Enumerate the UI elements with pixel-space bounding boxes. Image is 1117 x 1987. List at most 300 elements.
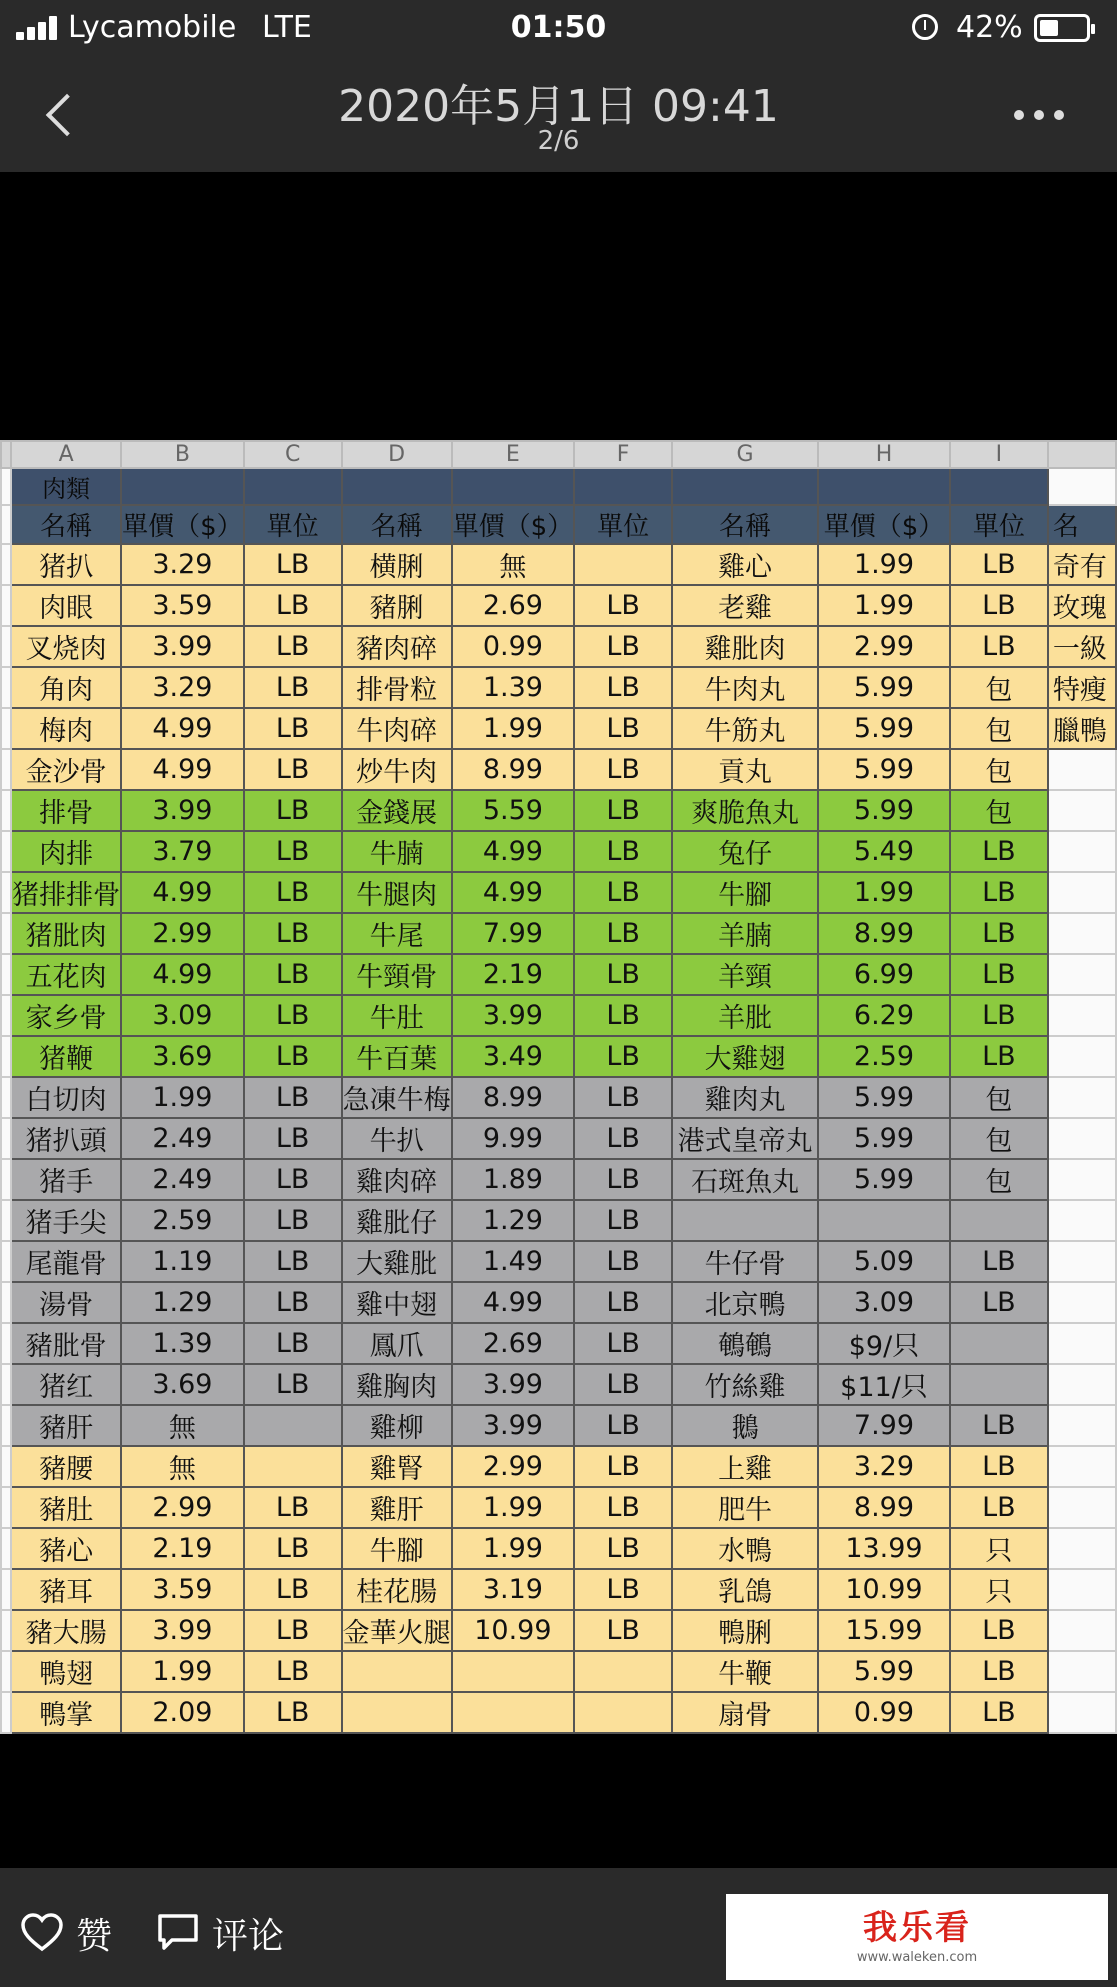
- page-indicator: 2/6: [537, 126, 580, 156]
- table-cell: 5.99: [818, 708, 950, 749]
- table-cell: 雞胸肉: [342, 1364, 452, 1405]
- table-cell: 13.99: [818, 1528, 950, 1569]
- table-cell: LB: [574, 1159, 672, 1200]
- table-cell: LB: [244, 831, 342, 872]
- table-cell: 牛仔骨: [672, 1241, 818, 1282]
- table-cell: $11/只: [818, 1364, 950, 1405]
- table-cell: 1.39: [452, 667, 575, 708]
- table-cell: 6.99: [818, 954, 950, 995]
- table-cell: 豬脷: [342, 585, 452, 626]
- table-cell: 6.29: [818, 995, 950, 1036]
- table-cell: 7.99: [818, 1405, 950, 1446]
- table-cell: [1048, 954, 1116, 995]
- table-cell: 金華火腿: [342, 1610, 452, 1651]
- table-row: [1, 1282, 1116, 1323]
- table-cell: 牛百葉: [342, 1036, 452, 1077]
- table-cell: 1.39: [121, 1323, 244, 1364]
- table-cell: 1.99: [818, 872, 950, 913]
- table-cell: 2.59: [818, 1036, 950, 1077]
- table-cell: 2.99: [121, 913, 244, 954]
- row-gutter: [1, 790, 11, 831]
- table-cell: 湯骨: [11, 1282, 121, 1323]
- table-row: [1, 995, 1116, 1036]
- table-cell: LB: [244, 1610, 342, 1651]
- table-cell: 1.29: [121, 1282, 244, 1323]
- table-cell: [1048, 1528, 1116, 1569]
- table-row: [1, 1241, 1116, 1282]
- table-cell: 包: [950, 1159, 1048, 1200]
- table-cell: [1048, 749, 1116, 790]
- price-table: [0, 440, 1117, 1734]
- watermark-text: 我乐看: [863, 1908, 971, 1948]
- table-cell: LB: [244, 749, 342, 790]
- table-cell: 老雞: [672, 585, 818, 626]
- table-cell: [1048, 831, 1116, 872]
- table-cell: 桂花腸: [342, 1569, 452, 1610]
- table-cell: 兔仔: [672, 831, 818, 872]
- table-cell: LB: [244, 995, 342, 1036]
- table-cell: [950, 1364, 1048, 1405]
- table-cell: LB: [574, 1036, 672, 1077]
- table-cell: LB: [950, 626, 1048, 667]
- table-cell: LB: [244, 1487, 342, 1528]
- table-cell: 1.99: [121, 1077, 244, 1118]
- table-cell: 2.69: [452, 1323, 575, 1364]
- table-cell: [1048, 1405, 1116, 1446]
- table-cell: 猪扒: [11, 544, 121, 585]
- table-cell: [1048, 1610, 1116, 1651]
- table-cell: 牛筋丸: [672, 708, 818, 749]
- table-cell: 上雞: [672, 1446, 818, 1487]
- table-row: [1, 1610, 1116, 1651]
- table-cell: 5.99: [818, 1651, 950, 1692]
- table-cell: 牛肉丸: [672, 667, 818, 708]
- row-gutter: [1, 1159, 11, 1200]
- table-row: [1, 1405, 1116, 1446]
- table-row: [1, 544, 1116, 585]
- table-row: [1, 667, 1116, 708]
- table-cell: [1048, 1241, 1116, 1282]
- table-cell: 猪鞭: [11, 1036, 121, 1077]
- table-cell: LB: [244, 1036, 342, 1077]
- row-gutter: [1, 1528, 11, 1569]
- table-cell: 北京鴨: [672, 1282, 818, 1323]
- table-cell: 豬肚: [11, 1487, 121, 1528]
- table-cell: LB: [950, 544, 1048, 585]
- row-gutter: [1, 831, 11, 872]
- table-cell: 梅肉: [11, 708, 121, 749]
- column-header: 單價（$）: [121, 505, 244, 544]
- table-cell: 3.99: [121, 626, 244, 667]
- alarm-icon: [912, 14, 938, 40]
- table-cell: LB: [574, 1323, 672, 1364]
- table-cell: 牛尾: [342, 913, 452, 954]
- table-cell: 豬心: [11, 1528, 121, 1569]
- table-cell: LB: [950, 585, 1048, 626]
- table-cell: 雞肉碎: [342, 1159, 452, 1200]
- table-cell: LB: [244, 585, 342, 626]
- table-row: [1, 831, 1116, 872]
- table-cell: [1048, 790, 1116, 831]
- table-row: [1, 872, 1116, 913]
- table-cell: 3.99: [121, 790, 244, 831]
- table-cell: 1.99: [452, 1528, 575, 1569]
- table-cell: 1.99: [818, 544, 950, 585]
- table-cell: 7.99: [452, 913, 575, 954]
- table-cell: 2.99: [452, 1446, 575, 1487]
- battery-percent: 42%: [956, 10, 1023, 45]
- table-cell: 5.99: [818, 1077, 950, 1118]
- column-letter: [1048, 441, 1116, 468]
- table-cell: [1048, 1077, 1116, 1118]
- table-cell: LB: [244, 1200, 342, 1241]
- table-cell: [574, 1692, 672, 1733]
- column-header: 名稱: [342, 505, 452, 544]
- table-cell: 包: [950, 790, 1048, 831]
- table-cell: 肉眼: [11, 585, 121, 626]
- table-cell: [1048, 913, 1116, 954]
- table-cell: 15.99: [818, 1610, 950, 1651]
- table-cell: 扇骨: [672, 1692, 818, 1733]
- column-letter: D: [342, 441, 452, 468]
- table-cell: 9.99: [452, 1118, 575, 1159]
- table-cell: 急凍牛梅: [342, 1077, 452, 1118]
- column-letter: C: [244, 441, 342, 468]
- table-cell: 牛扒: [342, 1118, 452, 1159]
- table-cell: 8.99: [818, 1487, 950, 1528]
- table-cell: 猪红: [11, 1364, 121, 1405]
- row-gutter: [1, 1118, 11, 1159]
- watermark-logo: [726, 1894, 1108, 1980]
- table-cell: [1048, 1159, 1116, 1200]
- row-gutter: [1, 749, 11, 790]
- table-cell: LB: [574, 1405, 672, 1446]
- table-cell: LB: [574, 626, 672, 667]
- header-row: [1, 505, 1116, 544]
- table-cell: LB: [950, 954, 1048, 995]
- table-cell: 3.69: [121, 1364, 244, 1405]
- table-cell: 五花肉: [11, 954, 121, 995]
- table-cell: 雞腎: [342, 1446, 452, 1487]
- table-cell: 4.99: [121, 954, 244, 995]
- table-cell: 大雞肶: [342, 1241, 452, 1282]
- table-cell: [950, 1323, 1048, 1364]
- column-header: 單價（$）: [452, 505, 575, 544]
- table-cell: 5.59: [452, 790, 575, 831]
- column-letter: F: [574, 441, 672, 468]
- row-gutter: [1, 544, 11, 585]
- table-cell: LB: [244, 1282, 342, 1323]
- table-cell: LB: [244, 1118, 342, 1159]
- table-cell: 排骨: [11, 790, 121, 831]
- table-cell: 猪手尖: [11, 1200, 121, 1241]
- table-cell: 包: [950, 1077, 1048, 1118]
- table-cell: 港式皇帝丸: [672, 1118, 818, 1159]
- table-cell: [342, 1692, 452, 1733]
- row-gutter: [1, 1282, 11, 1323]
- table-cell: 1.19: [121, 1241, 244, 1282]
- table-cell: 無: [121, 1405, 244, 1446]
- table-cell: 鵝: [672, 1405, 818, 1446]
- table-cell: LB: [574, 913, 672, 954]
- table-row: [1, 913, 1116, 954]
- table-cell: 鴨翅: [11, 1651, 121, 1692]
- table-cell: 鴨掌: [11, 1692, 121, 1733]
- table-cell: 豬肉碎: [342, 626, 452, 667]
- table-cell: 3.99: [452, 1405, 575, 1446]
- table-cell: LB: [244, 1323, 342, 1364]
- comment-label: 评论: [212, 1916, 285, 1957]
- table-cell: 猪手: [11, 1159, 121, 1200]
- table-cell: LB: [950, 1282, 1048, 1323]
- table-cell: 横脷: [342, 544, 452, 585]
- table-cell: 10.99: [818, 1569, 950, 1610]
- table-cell: 包: [950, 1118, 1048, 1159]
- table-cell: 4.99: [452, 872, 575, 913]
- table-cell: 2.09: [121, 1692, 244, 1733]
- table-cell: 無: [121, 1446, 244, 1487]
- watermark-url: www.waleken.com: [856, 1950, 978, 1965]
- table-cell: LB: [574, 1610, 672, 1651]
- table-cell: 4.99: [452, 1282, 575, 1323]
- table-cell: [574, 544, 672, 585]
- table-cell: 豬大腸: [11, 1610, 121, 1651]
- column-letter: H: [818, 441, 950, 468]
- table-cell: 尾龍骨: [11, 1241, 121, 1282]
- heart-icon: [20, 1912, 64, 1952]
- table-cell: 2.59: [121, 1200, 244, 1241]
- table-row: [1, 708, 1116, 749]
- table-cell: 雞心: [672, 544, 818, 585]
- table-row: [1, 749, 1116, 790]
- table-cell: LB: [244, 1528, 342, 1569]
- table-cell: LB: [574, 1446, 672, 1487]
- table-cell: 5.99: [818, 749, 950, 790]
- table-cell: LB: [950, 831, 1048, 872]
- table-row: [1, 1323, 1116, 1364]
- column-header: 單位: [950, 505, 1048, 544]
- row-gutter: [1, 1364, 11, 1405]
- table-cell: 0.99: [818, 1692, 950, 1733]
- table-cell: [1048, 1118, 1116, 1159]
- table-cell: 2.19: [452, 954, 575, 995]
- table-cell: [1048, 1651, 1116, 1692]
- table-cell: 3.59: [121, 585, 244, 626]
- row-gutter: [1, 954, 11, 995]
- table-row: [1, 1159, 1116, 1200]
- column-header: 名: [1048, 505, 1116, 544]
- table-cell: LB: [950, 1405, 1048, 1446]
- row-gutter: [1, 872, 11, 913]
- table-cell: 豬腰: [11, 1446, 121, 1487]
- column-header: 單位: [244, 505, 342, 544]
- table-cell: LB: [574, 1118, 672, 1159]
- table-cell: 臘鴨: [1048, 708, 1116, 749]
- table-row: [1, 1077, 1116, 1118]
- row-gutter: [1, 585, 11, 626]
- table-cell: 5.99: [818, 1118, 950, 1159]
- table-cell: LB: [574, 831, 672, 872]
- table-cell: [1048, 1692, 1116, 1733]
- table-cell: LB: [574, 749, 672, 790]
- table-cell: 8.99: [452, 1077, 575, 1118]
- table-cell: LB: [574, 1364, 672, 1405]
- table-cell: 雞肶肉: [672, 626, 818, 667]
- network-type: LTE: [262, 10, 312, 45]
- row-gutter: [1, 1610, 11, 1651]
- table-cell: 牛腿肉: [342, 872, 452, 913]
- row-gutter: [1, 1200, 11, 1241]
- more-options-icon[interactable]: [1010, 96, 1070, 132]
- table-cell: LB: [244, 626, 342, 667]
- table-cell: LB: [950, 872, 1048, 913]
- table-cell: 3.09: [121, 995, 244, 1036]
- table-cell: [1048, 1200, 1116, 1241]
- table-cell: 0.99: [452, 626, 575, 667]
- table-row: [1, 1528, 1116, 1569]
- table-cell: 牛腳: [342, 1528, 452, 1569]
- table-cell: 羊頸: [672, 954, 818, 995]
- table-cell: 2.99: [818, 626, 950, 667]
- table-cell: [452, 1692, 575, 1733]
- table-cell: [1048, 995, 1116, 1036]
- table-cell: 3.29: [121, 667, 244, 708]
- table-cell: 5.99: [818, 1159, 950, 1200]
- table-cell: LB: [950, 1651, 1048, 1692]
- table-cell: 8.99: [818, 913, 950, 954]
- table-cell: [1048, 1487, 1116, 1528]
- column-letter: A: [11, 441, 121, 468]
- table-cell: 大雞翅: [672, 1036, 818, 1077]
- row-gutter: [1, 1241, 11, 1282]
- table-cell: 1.29: [452, 1200, 575, 1241]
- top-bar: [0, 0, 1117, 172]
- table-cell: 白切肉: [11, 1077, 121, 1118]
- table-cell: 爽脆魚丸: [672, 790, 818, 831]
- table-row: [1, 626, 1116, 667]
- table-cell: 4.99: [121, 872, 244, 913]
- table-cell: [1048, 1282, 1116, 1323]
- table-row: [1, 1651, 1116, 1692]
- table-cell: 只: [950, 1569, 1048, 1610]
- row-gutter: [1, 626, 11, 667]
- table-cell: 豬肶骨: [11, 1323, 121, 1364]
- table-cell: 5.99: [818, 667, 950, 708]
- table-cell: 乳鴿: [672, 1569, 818, 1610]
- table-cell: [342, 1651, 452, 1692]
- table-cell: 包: [950, 749, 1048, 790]
- table-cell: LB: [574, 1282, 672, 1323]
- page-title: 2020年5月1日 09:41: [338, 81, 779, 132]
- column-letter: E: [452, 441, 575, 468]
- table-cell: 貢丸: [672, 749, 818, 790]
- table-cell: 猪排排骨: [11, 872, 121, 913]
- table-cell: LB: [574, 667, 672, 708]
- table-cell: [672, 1200, 818, 1241]
- row-gutter: [1, 1036, 11, 1077]
- table-cell: LB: [244, 913, 342, 954]
- table-cell: LB: [950, 913, 1048, 954]
- table-cell: 3.19: [452, 1569, 575, 1610]
- table-cell: LB: [950, 1692, 1048, 1733]
- table-cell: LB: [574, 708, 672, 749]
- row-gutter: [1, 667, 11, 708]
- table-cell: 1.89: [452, 1159, 575, 1200]
- table-cell: LB: [574, 585, 672, 626]
- table-cell: 牛鞭: [672, 1651, 818, 1692]
- table-cell: 1.99: [452, 708, 575, 749]
- table-cell: [1048, 1569, 1116, 1610]
- table-row: [1, 1118, 1116, 1159]
- table-cell: 角肉: [11, 667, 121, 708]
- row-gutter: [1, 1651, 11, 1692]
- table-cell: LB: [950, 995, 1048, 1036]
- table-cell: 牛頸骨: [342, 954, 452, 995]
- table-cell: 3.29: [121, 544, 244, 585]
- table-cell: 猪扒頭: [11, 1118, 121, 1159]
- table-cell: 3.29: [818, 1446, 950, 1487]
- table-cell: 3.09: [818, 1282, 950, 1323]
- table-cell: 猪肶肉: [11, 913, 121, 954]
- table-cell: LB: [244, 544, 342, 585]
- table-cell: LB: [574, 872, 672, 913]
- table-cell: 水鴨: [672, 1528, 818, 1569]
- table-cell: LB: [574, 995, 672, 1036]
- table-cell: 1.99: [818, 585, 950, 626]
- table-cell: [818, 1200, 950, 1241]
- table-cell: 1.99: [452, 1487, 575, 1528]
- table-cell: 羊肶: [672, 995, 818, 1036]
- table-cell: 5.49: [818, 831, 950, 872]
- table-cell: 1.49: [452, 1241, 575, 1282]
- table-cell: $9/只: [818, 1323, 950, 1364]
- table-cell: [574, 1651, 672, 1692]
- table-row: [1, 954, 1116, 995]
- table-cell: LB: [244, 872, 342, 913]
- column-letter-row: [1, 441, 1116, 468]
- table-cell: 玫瑰: [1048, 585, 1116, 626]
- table-cell: 牛腩: [342, 831, 452, 872]
- column-header: 單位: [574, 505, 672, 544]
- status-time: 01:50: [510, 10, 607, 45]
- table-cell: LB: [574, 1200, 672, 1241]
- table-cell: 鵪鵪: [672, 1323, 818, 1364]
- table-cell: [1048, 872, 1116, 913]
- table-cell: 3.99: [452, 995, 575, 1036]
- table-cell: [1048, 1446, 1116, 1487]
- table-row: [1, 790, 1116, 831]
- table-cell: 雞肶仔: [342, 1200, 452, 1241]
- table-cell: [1048, 1036, 1116, 1077]
- table-cell: 3.69: [121, 1036, 244, 1077]
- table-cell: 肥牛: [672, 1487, 818, 1528]
- table-cell: 牛肉碎: [342, 708, 452, 749]
- table-cell: 3.59: [121, 1569, 244, 1610]
- table-cell: 8.99: [452, 749, 575, 790]
- column-header: 名稱: [672, 505, 818, 544]
- table-cell: 5.09: [818, 1241, 950, 1282]
- row-gutter: [1, 708, 11, 749]
- column-header: 名稱: [11, 505, 121, 544]
- table-cell: LB: [244, 708, 342, 749]
- table-cell: 2.19: [121, 1528, 244, 1569]
- table-cell: 2.49: [121, 1118, 244, 1159]
- table-row: [1, 1036, 1116, 1077]
- row-gutter: [1, 1569, 11, 1610]
- table-row: [1, 1446, 1116, 1487]
- table-cell: [950, 1200, 1048, 1241]
- table-cell: 豬耳: [11, 1569, 121, 1610]
